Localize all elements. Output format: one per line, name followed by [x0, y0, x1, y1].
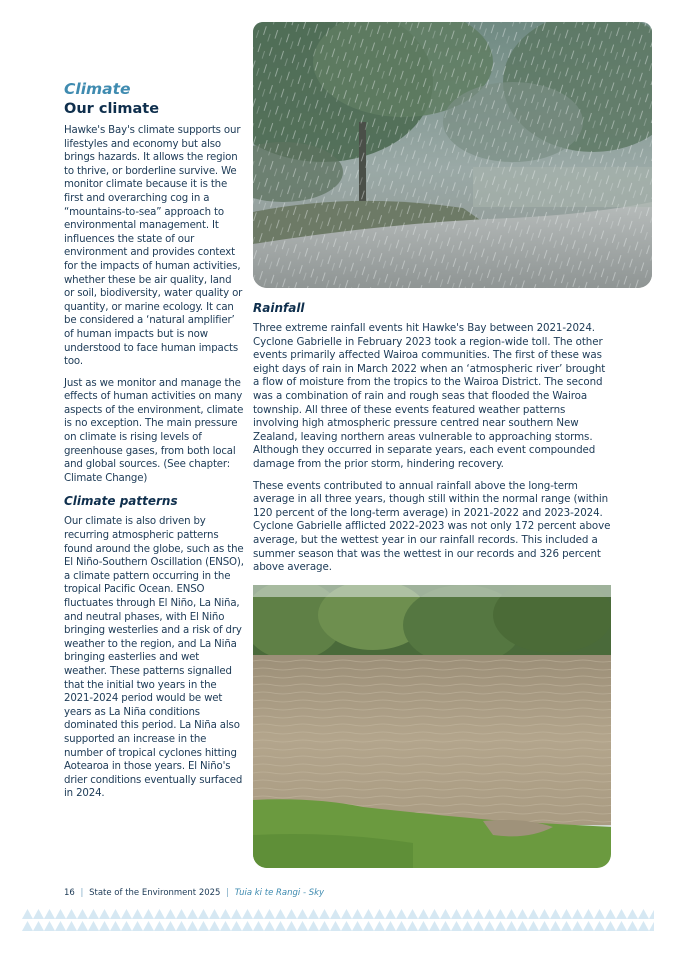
pattern-triangle — [517, 909, 528, 919]
pattern-triangle — [462, 921, 473, 931]
pattern-triangle — [286, 921, 297, 931]
pattern-triangle — [539, 921, 550, 931]
pattern-triangle — [517, 921, 528, 931]
pattern-triangle — [121, 909, 132, 919]
pattern-triangle — [363, 921, 374, 931]
pattern-triangle — [451, 921, 462, 931]
page-footer — [64, 888, 324, 898]
pattern-triangle — [616, 921, 627, 931]
pattern-triangle — [451, 909, 462, 919]
pattern-triangle — [264, 921, 275, 931]
pattern-triangle — [539, 909, 550, 919]
pattern-triangle — [363, 909, 374, 919]
pattern-triangle — [308, 909, 319, 919]
pattern-triangle — [594, 921, 605, 931]
pattern-triangle — [44, 909, 55, 919]
pattern-triangle — [605, 921, 616, 931]
pattern-triangle — [429, 921, 440, 931]
pattern-triangle — [638, 909, 649, 919]
pattern-triangle — [319, 909, 330, 919]
pattern-triangle — [55, 921, 66, 931]
pattern-triangle — [143, 909, 154, 919]
rain-photo — [253, 22, 652, 288]
pattern-triangle — [352, 909, 363, 919]
pattern-triangle — [220, 909, 231, 919]
flood-photo — [253, 585, 611, 868]
pattern-triangle — [286, 909, 297, 919]
pattern-triangle — [77, 921, 88, 931]
pattern-triangle — [198, 921, 209, 931]
pattern-triangle — [495, 921, 506, 931]
pattern-triangle — [297, 909, 308, 919]
pattern-triangle — [341, 909, 352, 919]
pattern-triangle — [231, 909, 242, 919]
pattern-triangle — [396, 921, 407, 931]
pattern-triangle — [176, 909, 187, 919]
pattern-triangle — [473, 909, 484, 919]
pattern-triangle — [440, 921, 451, 931]
pattern-triangle — [99, 921, 110, 931]
right-column — [253, 300, 613, 583]
pattern-triangle — [187, 921, 198, 931]
pattern-triangle — [66, 909, 77, 919]
pattern-triangle — [231, 921, 242, 931]
pattern-triangle — [462, 909, 473, 919]
pattern-triangle — [33, 921, 44, 931]
pattern-triangle — [649, 921, 654, 931]
pattern-triangle — [110, 909, 121, 919]
pattern-triangle — [198, 909, 209, 919]
decorative-triangle-pattern — [22, 908, 654, 934]
pattern-triangle — [473, 921, 484, 931]
pattern-triangle — [33, 909, 44, 919]
pattern-triangle — [638, 921, 649, 931]
footer-separator: | — [80, 888, 84, 898]
pattern-triangle — [44, 921, 55, 931]
pattern-triangle — [484, 921, 495, 931]
pattern-triangle — [385, 921, 396, 931]
pattern-triangle — [132, 921, 143, 931]
pattern-triangle — [649, 909, 654, 919]
our-climate-heading: Our climate — [64, 101, 160, 117]
pattern-triangle — [594, 909, 605, 919]
pattern-triangle — [583, 909, 594, 919]
section-title: Climate — [64, 80, 131, 98]
pattern-triangle — [66, 921, 77, 931]
our-climate-paragraph-2: Just as we monitor and manage the effects of human activities on many aspects of the environment, climate is no exception. The main pressure on climate is rising levels of greenhouse gases, from both local and global sources. (See chapter: Climate Change) — [64, 377, 244, 484]
pattern-triangle — [143, 921, 154, 931]
pattern-triangle — [528, 921, 539, 931]
pattern-triangle — [242, 921, 253, 931]
pattern-triangle — [187, 909, 198, 919]
pattern-triangle — [132, 909, 143, 919]
pattern-triangle — [506, 909, 517, 919]
left-column — [64, 80, 244, 809]
pattern-triangle — [88, 921, 99, 931]
pattern-triangle — [154, 921, 165, 931]
pattern-triangle — [330, 909, 341, 919]
pattern-triangle — [110, 921, 121, 931]
pattern-triangle — [275, 909, 286, 919]
pattern-triangle — [154, 909, 165, 919]
pattern-triangle — [429, 909, 440, 919]
pattern-triangle — [253, 921, 264, 931]
pattern-triangle — [22, 921, 33, 931]
pattern-triangle — [374, 921, 385, 931]
rainfall-paragraph-2: These events contributed to annual rainfall above the long-term average in all three years, though still within the normal range (within 120 percent of the long-term average) in 2021-2022 and 2023-2024. Cyclone Gabrielle afflicted 2022-2023 was not only 172 percent above average, but the wettest year in our rainfall records. This included a summer season that was the wettest in our records and 326 percent above average. — [253, 479, 611, 574]
pattern-triangle — [319, 921, 330, 931]
pattern-triangle — [583, 921, 594, 931]
pattern-triangle — [484, 909, 495, 919]
pattern-triangle — [341, 921, 352, 931]
pattern-triangle — [165, 909, 176, 919]
pattern-triangle — [418, 921, 429, 931]
footer-separator: | — [226, 888, 230, 898]
publication-title: State of the Environment 2025 — [89, 888, 221, 898]
pattern-triangle — [605, 909, 616, 919]
pattern-triangle — [77, 909, 88, 919]
pattern-triangle — [275, 921, 286, 931]
pattern-triangle — [330, 921, 341, 931]
pattern-triangle — [550, 909, 561, 919]
pattern-triangle — [22, 909, 33, 919]
pattern-triangle — [374, 909, 385, 919]
pattern-triangle — [209, 909, 220, 919]
pattern-triangle — [550, 921, 561, 931]
pattern-triangle — [264, 909, 275, 919]
pattern-triangle — [561, 909, 572, 919]
pattern-triangle — [616, 909, 627, 919]
pattern-triangle — [495, 909, 506, 919]
pattern-triangle — [572, 909, 583, 919]
pattern-triangle — [99, 909, 110, 919]
pattern-triangle — [396, 909, 407, 919]
pattern-triangle — [88, 909, 99, 919]
pattern-triangle — [440, 909, 451, 919]
pattern-triangle — [627, 909, 638, 919]
pattern-triangle — [407, 909, 418, 919]
pattern-triangle — [572, 921, 583, 931]
pattern-triangle — [352, 921, 363, 931]
footer-section: Tuia ki te Rangi - Sky — [234, 888, 325, 898]
pattern-triangle — [528, 909, 539, 919]
pattern-triangle — [209, 921, 220, 931]
pattern-triangle — [121, 921, 132, 931]
pattern-triangle — [418, 909, 429, 919]
rainfall-heading: Rainfall — [253, 301, 305, 315]
pattern-triangle — [407, 921, 418, 931]
pattern-triangle — [297, 921, 308, 931]
climate-patterns-heading: Climate patterns — [64, 494, 178, 509]
pattern-triangle — [253, 909, 264, 919]
pattern-triangle — [220, 921, 231, 931]
climate-patterns-paragraph: Our climate is also driven by recurring atmospheric patterns found around the globe, such as the El Niño-Southern Oscillation (ENSO), a climate pattern occurring in the tropical Pacific Ocean. ENSO fluctuates through El Niño, La Niña, and neutral phases, with El Niño bringing westerlies and a risk of dry weather to the region, and La Niña bringing easterlies and wet weather. These patterns signalled that the initial two years in the 2021-2024 period would be wet years as La Niña conditions dominated this period. La Niña also supported an increase in the number of tropical cyclones hitting Aotearoa in those years. El Niño's drier conditions eventually surfaced in 2024. — [64, 516, 244, 800]
pattern-triangle — [561, 921, 572, 931]
pattern-triangle — [176, 921, 187, 931]
pattern-triangle — [308, 921, 319, 931]
pattern-triangle — [55, 909, 66, 919]
pattern-triangle — [242, 909, 253, 919]
pattern-triangle — [506, 921, 517, 931]
rainfall-paragraph-1: Three extreme rainfall events hit Hawke's Bay between 2021-2024. Cyclone Gabrielle in February 2023 took a region-wide toll. The other events primarily affected Wairoa communities. The first of these was eight days of rain in March 2022 when an ‘atmospheric river’ brought a flow of moisture from the tropics to the Wairoa District. The second was a combination of rain and rough seas that flooded the Wairoa township. All three of these events featured weather patterns involving high atmospheric pressure centred near southern New Zealand, leaving northern areas vulnerable to approaching storms. Although they occurred in separate years, each event compounded damage from the prior storm, hindering recovery. — [253, 322, 606, 470]
our-climate-paragraph-1: Hawke's Bay's climate supports our lifestyles and economy but also brings hazards. It allows the region to thrive, or borderline survive. We monitor climate because it is the first and overarching cog in a “mountains-to-sea” approach to environmental management. It influences the state of our environment and provides context for the impacts of human activities, whether these be air quality, land or soil, biodiversity, water quality or quantity, or marine ecology. It can be considered a ‘natural amplifier’ of human impacts but is now understood to face human impacts too. — [64, 125, 243, 368]
pattern-triangle — [627, 921, 638, 931]
pattern-triangle — [385, 909, 396, 919]
pattern-triangle — [165, 921, 176, 931]
page-number: 16 — [64, 888, 75, 898]
